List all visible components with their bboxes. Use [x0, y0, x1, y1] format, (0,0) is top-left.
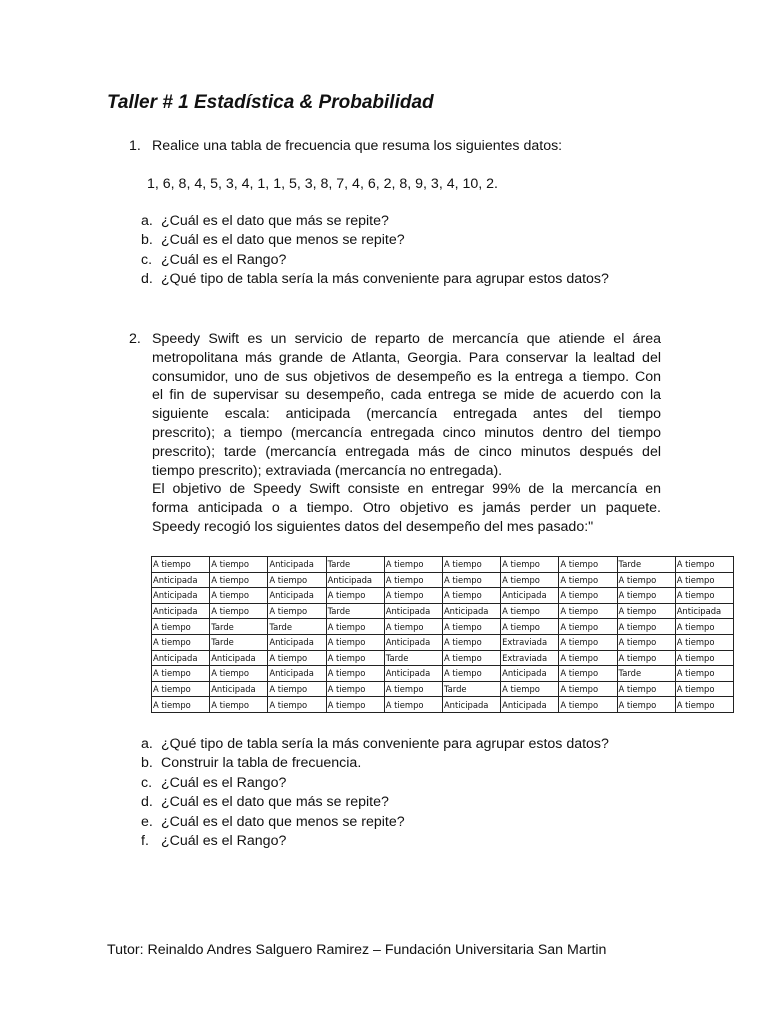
table-row	[152, 572, 734, 588]
q2-number: 2.	[129, 331, 141, 347]
table-cell: A tiempo	[559, 697, 617, 713]
table-cell: A tiempo	[442, 588, 500, 604]
table-cell: Anticipada	[152, 650, 210, 666]
q2-line: prescrito); tarde (mercancía entregada más de cinco minutos después del	[152, 443, 661, 460]
table-cell: A tiempo	[152, 634, 210, 650]
table-cell: A tiempo	[675, 557, 733, 573]
table-row	[152, 681, 734, 697]
q2-line: Speedy recogió los siguientes datos del desempeño del mes pasado:"	[152, 518, 594, 535]
table-cell: A tiempo	[210, 697, 268, 713]
table-cell: A tiempo	[268, 650, 326, 666]
subquestion-text: ¿Cuál es el dato que más se repite?	[160, 794, 389, 811]
q2-subquestion-a	[141, 735, 609, 754]
table-cell: A tiempo	[326, 650, 384, 666]
table-cell: A tiempo	[268, 681, 326, 697]
q2-subquestion-b	[141, 754, 609, 773]
table-cell: A tiempo	[326, 681, 384, 697]
table-cell: A tiempo	[559, 619, 617, 635]
table-cell: A tiempo	[210, 557, 268, 573]
table-cell: Tarde	[442, 681, 500, 697]
table-cell: Extraviada	[501, 650, 559, 666]
table-cell: Extraviada	[501, 634, 559, 650]
q2-line: forma anticipada o a tiempo. Otro objetivo es jamás perder un paquete.	[152, 500, 661, 517]
q1-subquestion-d	[141, 270, 609, 289]
table-cell: A tiempo	[152, 557, 210, 573]
table-cell: Anticipada	[268, 666, 326, 682]
table-row	[152, 557, 734, 573]
table-row	[152, 634, 734, 650]
table-cell: Anticipada	[268, 588, 326, 604]
subquestion-text: ¿Qué tipo de tabla sería la más conveniente para agrupar estos datos?	[160, 271, 609, 288]
table-cell: A tiempo	[442, 634, 500, 650]
table-cell: Anticipada	[675, 603, 733, 619]
q2-line: tiempo prescrito); extraviada (mercancía no entregada).	[152, 462, 503, 479]
table-cell: Anticipada	[501, 697, 559, 713]
table-cell: Anticipada	[210, 650, 268, 666]
table-cell: A tiempo	[559, 588, 617, 604]
table-cell: Anticipada	[384, 666, 442, 682]
q2-subquestion-d	[141, 793, 609, 812]
table-cell: Tarde	[617, 557, 675, 573]
q2-line: metropolitana más grande de Atlanta, Georgia. Para conservar la lealtad del	[152, 349, 661, 366]
subquestion-letter: c.	[141, 251, 153, 268]
table-cell: A tiempo	[152, 681, 210, 697]
table-cell: A tiempo	[617, 603, 675, 619]
table-row	[152, 650, 734, 666]
subquestion-letter: b.	[141, 232, 153, 249]
table-cell: Tarde	[326, 557, 384, 573]
q1-subquestion-b	[141, 231, 609, 250]
table-cell: A tiempo	[501, 603, 559, 619]
table-cell: A tiempo	[326, 666, 384, 682]
table-cell: A tiempo	[675, 634, 733, 650]
table-row	[152, 588, 734, 604]
footer-tutor: Tutor: Reinaldo Andres Salguero Ramirez – Fundación Universitaria San Martin	[107, 942, 607, 958]
table-cell: A tiempo	[675, 697, 733, 713]
table-cell: Anticipada	[152, 572, 210, 588]
table-cell: A tiempo	[210, 666, 268, 682]
table-cell: A tiempo	[617, 681, 675, 697]
table-cell: A tiempo	[501, 619, 559, 635]
q2-line: El objetivo de Speedy Swift consiste en entregar 99% de la mercancía en	[152, 481, 661, 498]
table-cell: A tiempo	[675, 681, 733, 697]
table-cell: A tiempo	[384, 697, 442, 713]
subquestion-text: ¿Qué tipo de tabla sería la más conveniente para agrupar estos datos?	[160, 736, 609, 752]
table-cell: A tiempo	[442, 557, 500, 573]
subquestion-text: ¿Cuál es el dato que menos se repite?	[160, 232, 405, 249]
table-cell: A tiempo	[675, 666, 733, 682]
table-cell: A tiempo	[617, 650, 675, 666]
table-cell: Tarde	[617, 666, 675, 682]
q1-subquestions	[141, 212, 609, 290]
table-cell: A tiempo	[268, 697, 326, 713]
page-title: Taller # 1 Estadística & Probabilidad	[107, 92, 434, 113]
table-cell: Tarde	[210, 619, 268, 635]
table-cell: A tiempo	[326, 634, 384, 650]
table-cell: A tiempo	[210, 572, 268, 588]
table-cell: A tiempo	[675, 650, 733, 666]
subquestion-text: ¿Cuál es el Rango?	[160, 251, 287, 268]
q1-data-line: 1, 6, 8, 4, 5, 3, 4, 1, 1, 5, 3, 8, 7, 4, 6, 2, 8, 9, 3, 4, 10, 2.	[147, 176, 498, 192]
table-cell: A tiempo	[442, 650, 500, 666]
table-cell: Anticipada	[384, 603, 442, 619]
table-cell: A tiempo	[152, 619, 210, 635]
q2-line: consumidor, uno de sus objetivos de desempeño es la entrega a tiempo. Con	[152, 368, 661, 385]
table-cell: A tiempo	[326, 588, 384, 604]
table-cell: Tarde	[384, 650, 442, 666]
subquestion-text: ¿Cuál es el Rango?	[160, 833, 287, 850]
subquestion-text: ¿Cuál es el Rango?	[160, 774, 287, 791]
q2-line: Speedy Swift es un servicio de reparto de mercancía que atiende el área	[152, 331, 661, 347]
table-cell: A tiempo	[675, 588, 733, 604]
table-cell: A tiempo	[210, 588, 268, 604]
table-row	[152, 697, 734, 713]
subquestion-text: ¿Cuál es el dato que más se repite?	[160, 213, 389, 229]
q1-subquestion-c	[141, 251, 609, 270]
table-cell: A tiempo	[559, 557, 617, 573]
table-cell: Anticipada	[268, 634, 326, 650]
subquestion-letter: a.	[141, 213, 153, 229]
table-cell: Anticipada	[326, 572, 384, 588]
table-cell: A tiempo	[559, 572, 617, 588]
table-cell: A tiempo	[384, 588, 442, 604]
subquestion-letter: e.	[141, 813, 153, 830]
table-cell: Tarde	[268, 619, 326, 635]
subquestion-letter: d.	[141, 794, 153, 811]
table-cell: A tiempo	[559, 603, 617, 619]
subquestion-letter: f.	[141, 833, 149, 850]
table-cell: A tiempo	[501, 572, 559, 588]
table-cell: A tiempo	[326, 619, 384, 635]
table-cell: A tiempo	[268, 572, 326, 588]
table-cell: A tiempo	[268, 603, 326, 619]
q1-subquestion-a	[141, 212, 609, 231]
table-cell: A tiempo	[501, 681, 559, 697]
table-row	[152, 666, 734, 682]
table-cell: A tiempo	[501, 557, 559, 573]
table-cell: A tiempo	[559, 666, 617, 682]
table-cell: Anticipada	[384, 634, 442, 650]
table-cell: A tiempo	[675, 619, 733, 635]
table-cell: Anticipada	[501, 666, 559, 682]
q2-line: siguiente escala: anticipada (mercancía entregada antes del tiempo	[152, 406, 661, 423]
table-cell: Anticipada	[442, 603, 500, 619]
table-row	[152, 603, 734, 619]
delivery-data-body	[152, 557, 734, 713]
q2-subquestion-e	[141, 813, 609, 832]
table-cell: Anticipada	[442, 697, 500, 713]
delivery-data-table	[151, 556, 734, 713]
table-cell: A tiempo	[617, 588, 675, 604]
table-cell: A tiempo	[559, 650, 617, 666]
table-cell: A tiempo	[617, 634, 675, 650]
q2-subquestion-f	[141, 832, 609, 851]
table-cell: A tiempo	[559, 634, 617, 650]
q2-subquestions	[141, 735, 609, 851]
table-cell: Tarde	[210, 634, 268, 650]
table-cell: A tiempo	[675, 572, 733, 588]
table-cell: A tiempo	[384, 681, 442, 697]
table-cell: A tiempo	[617, 697, 675, 713]
table-cell: Anticipada	[152, 603, 210, 619]
table-cell: A tiempo	[617, 619, 675, 635]
subquestion-letter: b.	[141, 755, 153, 772]
table-cell: Anticipada	[268, 557, 326, 573]
table-cell: A tiempo	[617, 572, 675, 588]
table-cell: A tiempo	[559, 681, 617, 697]
table-cell: Anticipada	[210, 681, 268, 697]
table-cell: A tiempo	[210, 603, 268, 619]
table-cell: A tiempo	[442, 666, 500, 682]
table-cell: A tiempo	[152, 697, 210, 713]
q2-line: prescrito); a tiempo (mercancía entregada cinco minutos dentro del tiempo	[152, 424, 661, 441]
table-cell: A tiempo	[384, 557, 442, 573]
subquestion-letter: c.	[141, 774, 153, 791]
table-cell: Tarde	[326, 603, 384, 619]
table-cell: Anticipada	[152, 588, 210, 604]
table-cell: A tiempo	[326, 697, 384, 713]
subquestion-letter: a.	[141, 736, 153, 752]
table-cell: Anticipada	[501, 588, 559, 604]
q1-text: Realice una tabla de frecuencia que resuma los siguientes datos:	[152, 138, 563, 154]
subquestion-text: Construir la tabla de frecuencia.	[160, 755, 362, 772]
q2-line: el fin de supervisar su desempeño, cada entrega se mide de acuerdo con la	[152, 387, 661, 404]
q2-subquestion-c	[141, 774, 609, 793]
table-cell: A tiempo	[152, 666, 210, 682]
table-cell: A tiempo	[384, 572, 442, 588]
subquestion-text: ¿Cuál es el dato que menos se repite?	[160, 813, 405, 830]
table-cell: A tiempo	[384, 619, 442, 635]
table-row	[152, 619, 734, 635]
subquestion-letter: d.	[141, 271, 153, 288]
table-cell: A tiempo	[442, 572, 500, 588]
q2-paragraph	[152, 330, 661, 537]
table-cell: A tiempo	[442, 619, 500, 635]
q1-number: 1.	[129, 138, 141, 154]
